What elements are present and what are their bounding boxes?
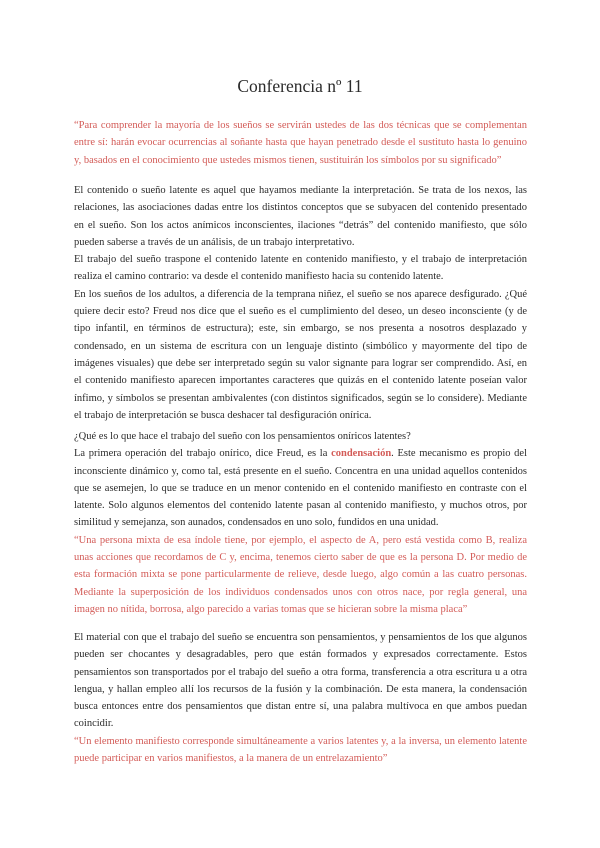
paragraph-4-start: La primera operación del trabajo onírico, dice Freud, es la	[74, 448, 332, 460]
paragraph-3: En los sueños de los adultos, a diferencia de la temprana niñez, el sueño se nos aparece desfigurado. ¿Qué quiere decir esto? Freud nos dice que el sueño es el cumplimiento del deseo, un deseo inconsciente (y de tipo infantil, en términos de estructura); este, sin embargo, se nos presenta a nosotros desplazado y condensado, en un sistema de escritura con un lenguaje distinto (simbólico y mayormente del tipo de imágenes visuales) que debe ser interpretado según su valor signante para lograr ser comprendido. Así, en el contenido manifiesto aparecen importantes caracteres que quizás en el contenido latente poseían valor ínfimo, y símbolos se presentan ambivalentes (con distintos significados, según se lo considere). Mediante el trabajo de interpretación se busca deshacer tal desfiguración onírica.	[74, 288, 527, 421]
body-section-1	[74, 182, 527, 424]
question-line: ¿Qué es lo que hace el trabajo del sueño con los pensamientos oníricos latentes?	[74, 431, 411, 442]
page-title: Conferencia nº 11	[237, 76, 363, 96]
quote-1: “Para comprender la mayoría de los sueños se servirán ustedes de las dos técnicas que se complementan entre sí: harán evocar ocurrencias al soñante hasta que hayan penetrado desde el sustituto hasta lo genuino y, basados en el conocimiento que ustedes mismos tienen, sustituirán los símbolos por su significado”	[74, 120, 527, 166]
paragraph-5: El material con que el trabajo del sueño se encuentra son pensamientos, y pensamientos de los que algunos pueden ser chocantes y desagradables, pero que están formados y expresados correctamente. Estos pensamientos son transportados por el trabajo del sueño a otra forma, transferencia a otra escritura u a otra lengua, y hallan empleo allí los recursos de la fusión y la combinación. De esta manera, la condensación busca entonces entre dos pensamientos que distan entre sí, una palabra multívoca en que ambos puedan coincidir.	[74, 632, 527, 730]
quote-2: “Una persona mixta de esa índole tiene, por ejemplo, el aspecto de A, pero está vestida como B, realiza unas acciones que recordamos de C y, encima, tenemos cierto saber de que es la persona D. Por medio de esta formación mixta se pone particularmente de relieve, desde luego, algo común a las cuatro personas. Mediante la superposición de los individuos condensados unos con otros nace, por regla general, una imagen no nítida, borrosa, algo parecido a varias tomas que se hicieran sobre la misma placa”	[74, 534, 527, 615]
body-section-3	[74, 629, 527, 767]
paragraph-4	[74, 445, 527, 531]
paragraph-4-end: . Este mecanismo es propio del inconsciente dinámico y, como tal, está presente en el sueño. Concentra en una unidad aquellos contenidos que se asemejen, lo que se traduce en un menor contenido en el contenido manifiesto en contraste con el latente. Solo algunos elementos del contenido latente pasan al contenido manifiesto, y muchos otros, por similitud y semejanza, son aunados, condensados en uno solo, fundidos en una unidad.	[74, 448, 527, 529]
condensacion-highlight: condensación	[331, 448, 392, 460]
quote-3: “Un elemento manifiesto corresponde simultáneamente a varios latentes y, a la inversa, un elemento latente puede participar en varios manifiestos, a la manera de un entrelazamiento”	[74, 735, 527, 765]
paragraph-1: El contenido o sueño latente es aquel que hayamos mediante la interpretación. Se trata de los nexos, las relaciones, las asociaciones dadas entre los distintos conceptos que se subyacen del contenido presentado en el sueño. Son los actos anímicos inconscientes, ilaciones “detrás” del contenido manifiesto, que sólo pueden saberse a través de un análisis, de un trabajo interpretativo.	[74, 185, 527, 248]
paragraph-2: El trabajo del sueño traspone el contenido latente en contenido manifiesto, y el trabajo de interpretación realiza el camino contrario: va desde el contenido manifiesto hacia su contenido latente.	[74, 254, 527, 283]
body-section-2	[74, 428, 527, 618]
